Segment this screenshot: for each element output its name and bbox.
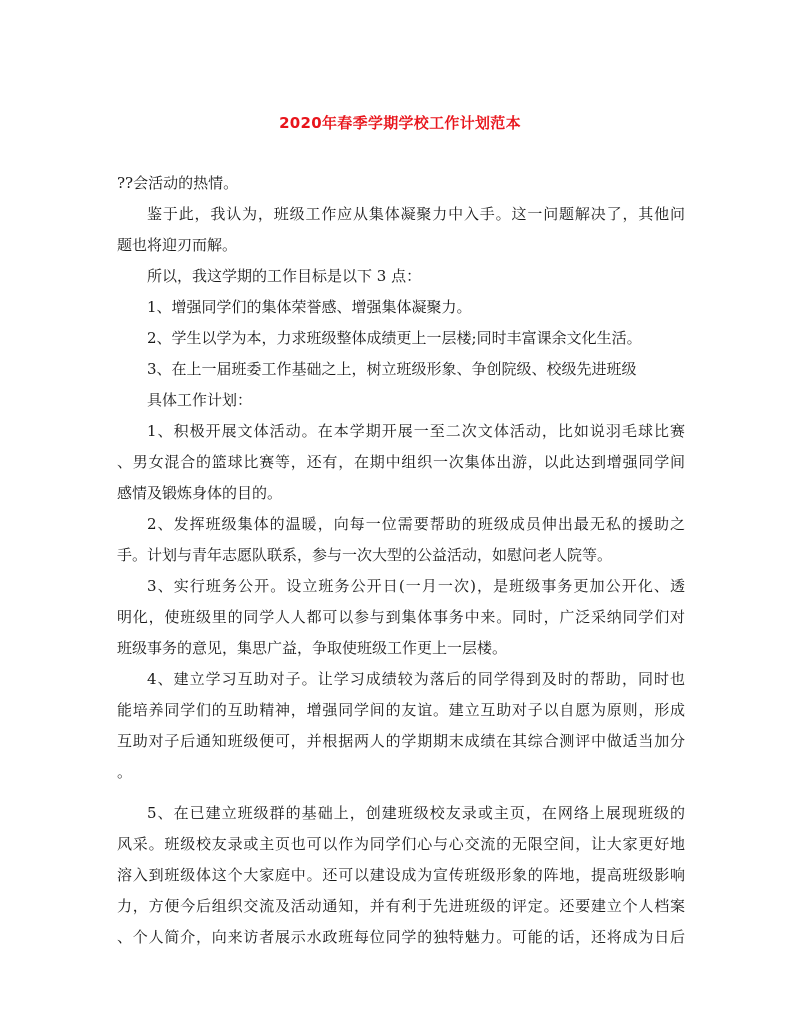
text-line: 。 — [117, 763, 133, 781]
text-line: 所以，我这学期的工作目标是以下 3 点： — [147, 267, 422, 285]
text-line: 力，方便今后组织交流及活动通知，并有利于先进班级的评定。还要建立个人档案 — [117, 897, 685, 915]
text-line: 、男女混合的篮球比赛等，还有，在期中组织一次集体出游，以此达到增强同学间 — [117, 453, 685, 471]
document-body — [117, 168, 685, 953]
text-line: 感情及锻炼身体的目的。 — [117, 484, 283, 502]
text-line: 能培养同学们的互助精神，增强同学间的友谊。建立互助对子以自愿为原则，形成 — [117, 701, 685, 719]
text-line: 3、在上一届班委工作基础之上，树立班级形象、争创院级、校级先进班级 — [147, 360, 637, 378]
paragraph-gap — [117, 788, 685, 798]
text-line: ??会活动的热情。 — [117, 174, 239, 192]
text-line: 4、建立学习互助对子。让学习成绩较为落后的同学得到及时的帮助，同时也 — [147, 670, 685, 688]
text-line: 手。计划与青年志愿队联系，参与一次大型的公益活动，如慰问老人院等。 — [117, 546, 613, 564]
text-line: 互助对子后通知班级便可，并根据两人的学期期末成绩在其综合测评中做适当加分 — [117, 732, 685, 750]
text-line: 5、在已建立班级群的基础上，创建班级校友录或主页，在网络上展现班级的 — [147, 804, 685, 822]
text-line: 3、实行班务公开。设立班务公开日(一月一次)，是班级事务更加公开化、透 — [147, 577, 685, 595]
text-line: 1、增强同学们的集体荣誉感、增强集体凝聚力。 — [147, 298, 472, 316]
text-line: 明化，使班级里的同学人人都可以参与到集体事务中来。同时，广泛采纳同学们对 — [117, 608, 685, 626]
document-title: 2020年春季学期学校工作计划范本 — [279, 114, 521, 132]
text-line: 、个人简介，向来访者展示水政班每位同学的独特魅力。可能的话，还将成为日后 — [117, 928, 685, 946]
text-line: 具体工作计划： — [147, 391, 253, 409]
text-line: 鉴于此，我认为，班级工作应从集体凝聚力中入手。这一问题解决了，其他问 — [147, 205, 685, 223]
text-line: 2、发挥班级集体的温暖，向每一位需要帮助的班级成员伸出最无私的援助之 — [147, 515, 685, 533]
text-line: 1、积极开展文体活动。在本学期开展一至二次文体活动，比如说羽毛球比赛 — [147, 422, 685, 440]
text-line: 题也将迎刃而解。 — [117, 236, 238, 254]
text-line: 风采。班级校友录或主页也可以作为同学们心与心交流的无限空间，让大家更好地 — [117, 835, 685, 853]
text-line: 2、学生以学为本，力求班级整体成绩更上一层楼;同时丰富课余文化生活。 — [147, 329, 642, 347]
text-line: 班级事务的意见，集思广益，争取使班级工作更上一层楼。 — [117, 639, 508, 657]
text-line: 溶入到班级体这个大家庭中。还可以建设成为宣传班级形象的阵地，提高班级影响 — [117, 866, 685, 884]
